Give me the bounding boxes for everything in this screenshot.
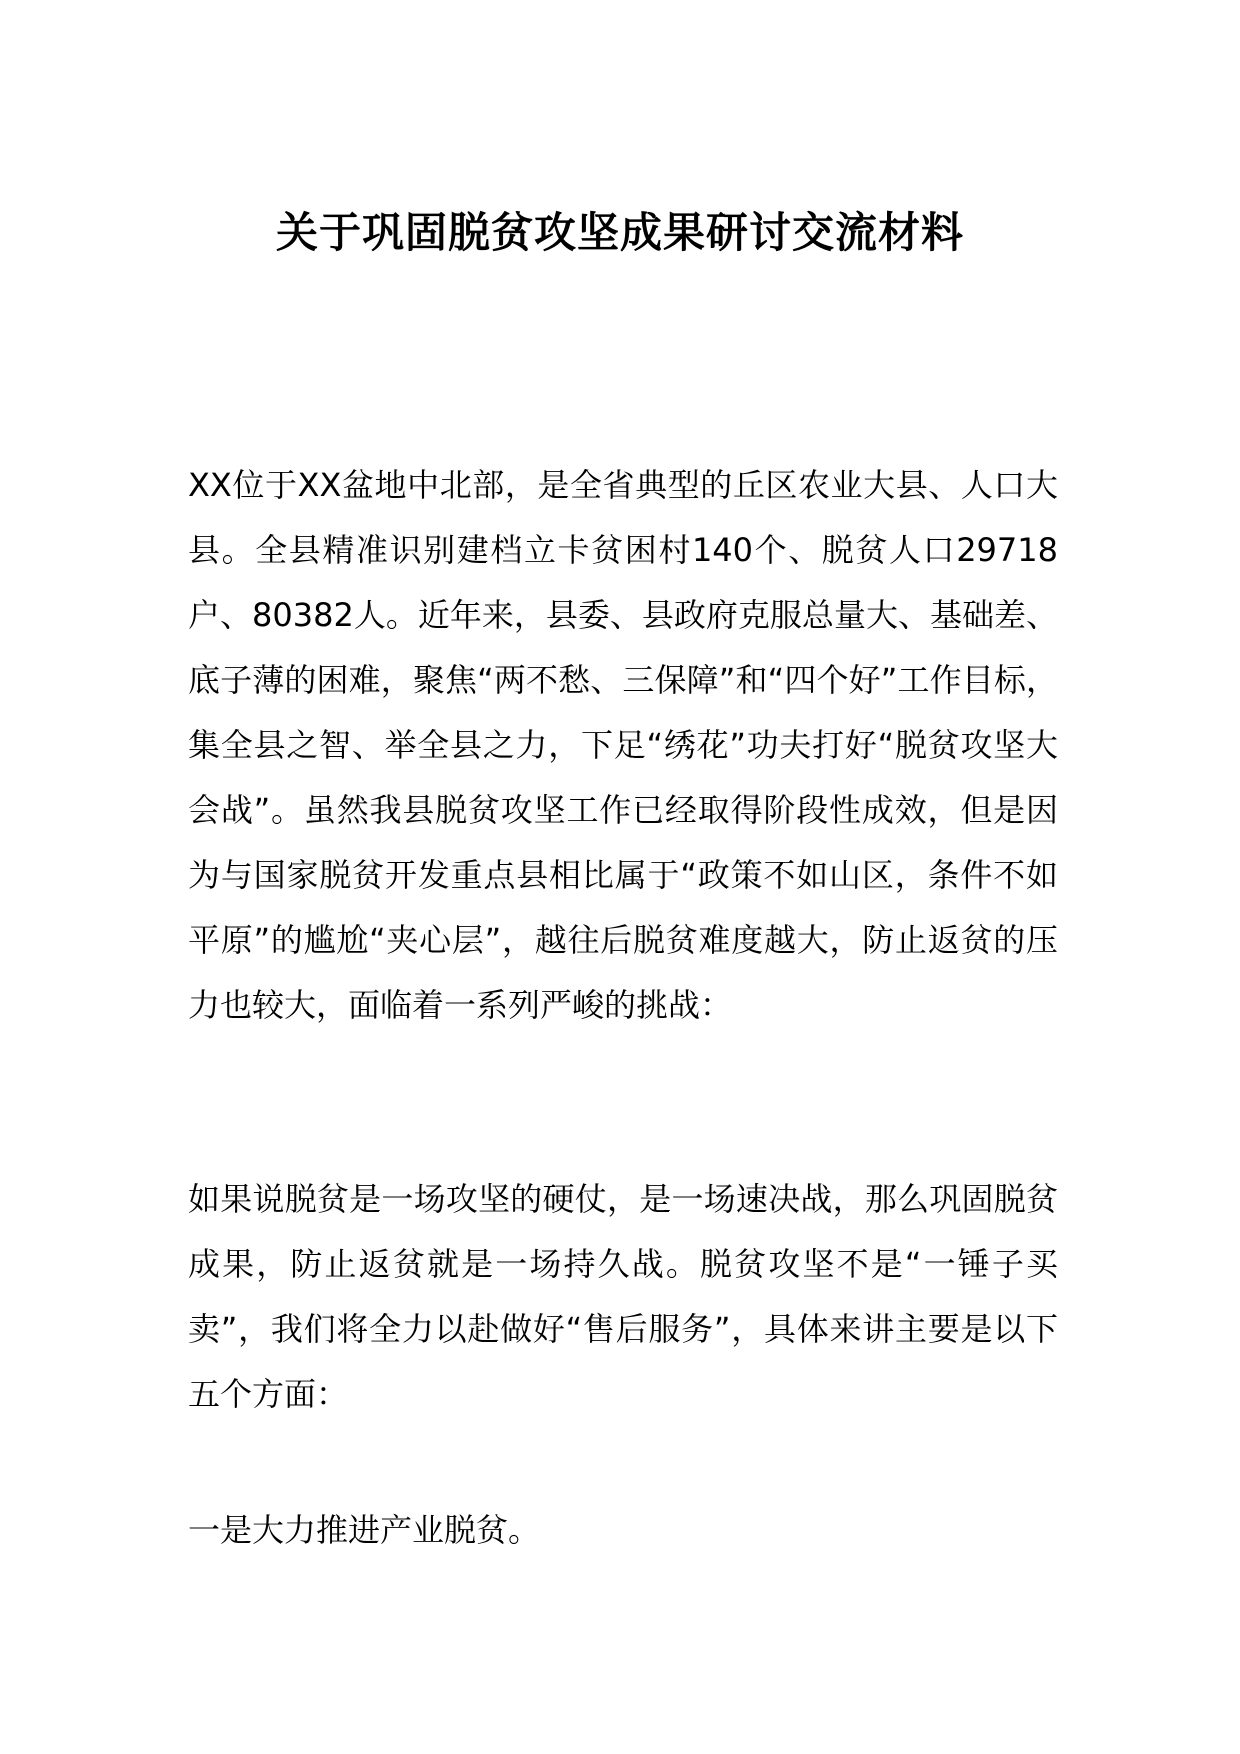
- document-title: 关于巩固脱贫攻坚成果研讨交流材料: [275, 208, 964, 257]
- paragraph-intro: XX位于XX盆地中北部，是全省典型的丘区农业大县、人口大县。全县精准识别建档立卡贫困村140个、脱贫人口29718户、80382人。近年来，县委、县政府克服总量大、基础差、底子薄的困难，聚焦“两不愁、三保障”和“四个好”工作目标，集全县之智、举全县之力，下足“绣花”功夫打好“脱贫攻坚大会战”。虽然我县脱贫攻坚工作已经取得阶段性成效，但是因为与国家脱贫开发重点县相比属于“政策不如山区，条件不如平原”的尴尬“夹心层”，越往后脱贫难度越大，防止返贫的压力也较大，面临着一系列严峻的挑战：: [188, 466, 1058, 1024]
- paragraph-overview: 如果说脱贫是一场攻坚的硬仗，是一场速决战，那么巩固脱贫成果，防止返贫就是一场持久战。脱贫攻坚不是“一锤子买卖”，我们将全力以赴做好“售后服务”，具体来讲主要是以下五个方面：: [188, 1180, 1058, 1413]
- paragraph-point-one: 一是大力推进产业脱贫。: [188, 1511, 541, 1549]
